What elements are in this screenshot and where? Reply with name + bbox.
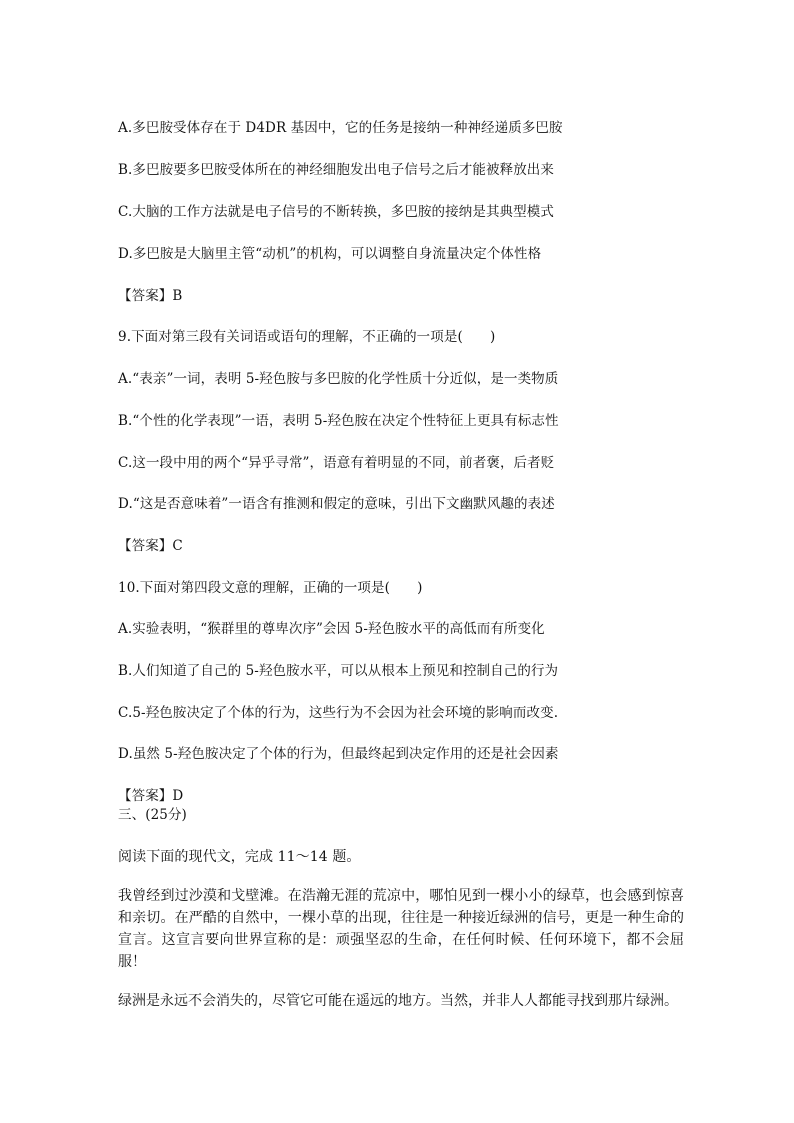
q8-answer: 【答案】B (118, 288, 183, 304)
q9-answer: 【答案】C (118, 538, 183, 554)
q8-option-b: B.多巴胺要多巴胺受体所在的神经细胞发出电子信号之后才能被释放出来 (118, 162, 555, 178)
q9-question: 9.下面对第三段有关词语或语句的理解，不正确的一项是( ) (118, 329, 496, 345)
q9-option-d: D.“这是否意味着”一语含有推测和假定的意味，引出下文幽默风趣的表述 (118, 496, 555, 512)
passage-paragraph-1: 我曾经到过沙漠和戈壁滩。在浩瀚无涯的荒凉中，哪怕见到一棵小小的绿草，也会感到惊喜和亲切。在严酷的自然中，一棵小草的出现，往往是一种接近绿洲的信号，更是一种生命的宣言。这宣言要向世界宣称的是：顽强坚忍的生命，在任何时候、任何环境下，都不会屈服！ (118, 888, 684, 970)
q9-option-a: A.“表亲”一词，表明 5-羟色胺与多巴胺的化学性质十分近似，是一类物质 (118, 371, 559, 387)
q10-option-b: B.人们知道了自己的 5-羟色胺水平，可以从根本上预见和控制自己的行为 (118, 663, 559, 679)
q10-question: 10.下面对第四段文意的理解，正确的一项是( ) (118, 580, 423, 596)
q10-option-d: D.虽然 5-羟色胺决定了个体的行为，但最终起到决定作用的还是社会因素 (118, 746, 559, 762)
q10-option-a: A.实验表明，“猴群里的尊卑次序”会因 5-羟色胺水平的高低而有所变化 (118, 621, 545, 637)
section-heading: 三、(25分) (118, 807, 187, 823)
q8-option-c: C.大脑的工作方法就是电子信号的不断转换，多巴胺的接纳是其典型模式 (118, 204, 554, 220)
q9-option-b: B.“个性的化学表现”一语，表明 5-羟色胺在决定个性特征上更具有标志性 (118, 413, 559, 429)
q8-option-d: D.多巴胺是大脑里主管“动机”的机构，可以调整自身流量决定个体性格 (118, 246, 542, 262)
q10-answer: 【答案】D (118, 788, 184, 804)
passage-paragraph-2: 绿洲是永远不会消失的，尽管它可能在遥远的地方。当然，并非人人都能寻找到那片绿洲。 (118, 993, 678, 1009)
reading-instruction: 阅读下面的现代文，完成 11～14 题。 (118, 849, 361, 865)
q8-option-a: A.多巴胺受体存在于 D4DR 基因中，它的任务是接纳一种神经递质多巴胺 (118, 120, 563, 136)
q10-option-c: C.5-羟色胺决定了个体的行为，这些行为不会因为社会环境的影响而改变. (118, 705, 559, 721)
q9-option-c: C.这一段中用的两个“异乎寻常”，语意有着明显的不同，前者褒，后者贬 (118, 455, 555, 471)
